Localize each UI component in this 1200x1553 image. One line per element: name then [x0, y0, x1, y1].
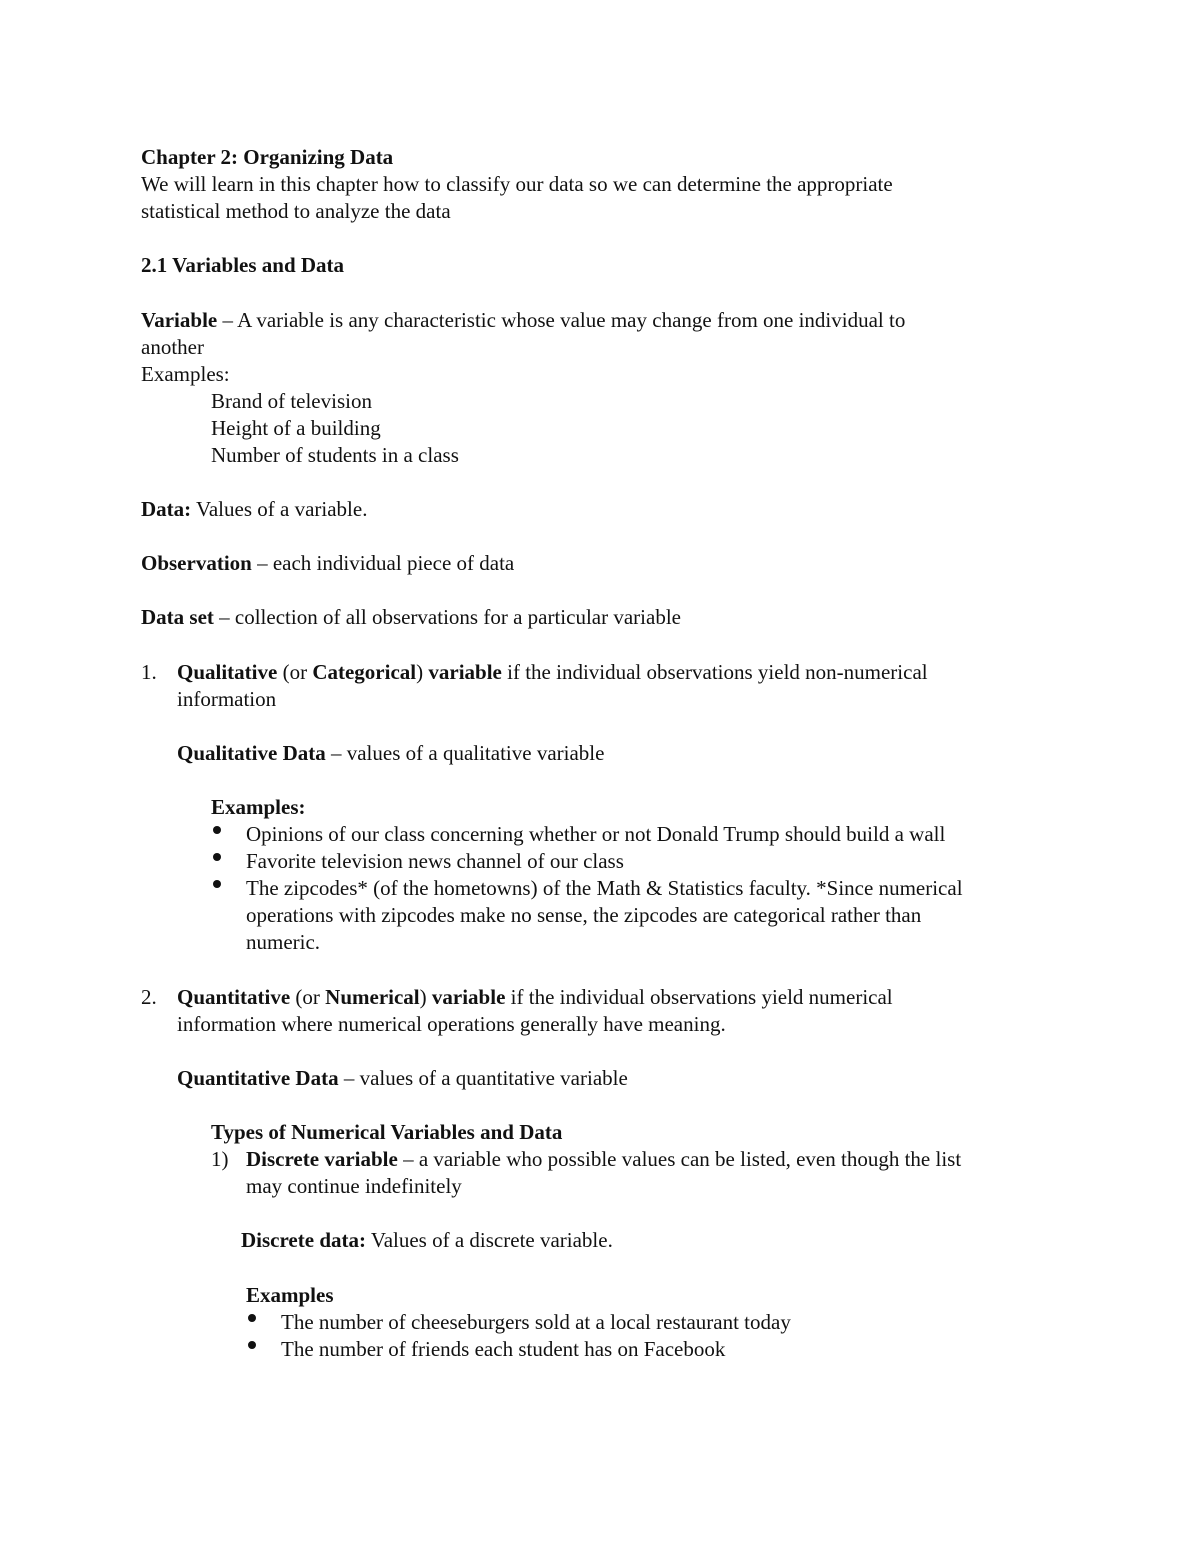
discrete-data-definition: Discrete data: Values of a discrete variable. [241, 1228, 613, 1252]
quantitative-definition: Quantitative (or Numerical) variable if the individual observations yield numerical [177, 985, 893, 1009]
section-heading: 2.1 Variables and Data [141, 253, 345, 277]
types-heading: Types of Numerical Variables and Data [211, 1120, 563, 1144]
qualitative-definition-cont: information [177, 687, 277, 711]
data-definition: Data: Values of a variable. [141, 497, 368, 521]
qualitative-data-definition: Qualitative Data – values of a qualitative variable [177, 741, 605, 765]
quantitative-definition-cont: information where numerical operations generally have meaning. [177, 1012, 726, 1036]
variable-example-item: Brand of television [211, 389, 372, 413]
chapter-title: Chapter 2: Organizing Data [141, 145, 394, 169]
discrete-example-item: The number of cheeseburgers sold at a local restaurant today [281, 1310, 791, 1334]
list-number: 1. [141, 660, 157, 684]
dataset-definition: Data set – collection of all observations for a particular variable [141, 605, 681, 629]
discrete-examples-label: Examples [246, 1283, 334, 1307]
discrete-example-item: The number of friends each student has on Facebook [281, 1337, 726, 1361]
intro-line-2: statistical method to analyze the data [141, 199, 451, 223]
qualitative-definition: Qualitative (or Categorical) variable if the individual observations yield non-numerical [177, 660, 928, 684]
quantitative-data-definition: Quantitative Data – values of a quantitative variable [177, 1066, 628, 1090]
observation-definition: Observation – each individual piece of data [141, 551, 515, 575]
bullet-icon [248, 1341, 256, 1349]
intro-line-1: We will learn in this chapter how to classify our data so we can determine the appropriate [141, 172, 893, 196]
qualitative-example-item: Favorite television news channel of our class [246, 849, 624, 873]
variable-definition-cont: another [141, 335, 204, 359]
variable-definition: Variable – A variable is any characteristic whose value may change from one individual to [141, 308, 906, 332]
bullet-icon [248, 1314, 256, 1322]
discrete-variable-definition-cont: may continue indefinitely [246, 1174, 462, 1198]
bullet-icon [213, 853, 221, 861]
list-number: 1) [211, 1147, 229, 1171]
discrete-variable-definition: Discrete variable – a variable who possible values can be listed, even though the list [246, 1147, 962, 1171]
qualitative-examples-label: Examples: [211, 795, 306, 819]
qualitative-example-item: Opinions of our class concerning whether or not Donald Trump should build a wall [246, 822, 946, 846]
variable-examples-label: Examples: [141, 362, 230, 386]
variable-term: Variable [141, 308, 218, 332]
qualitative-example-item-cont: numeric. [246, 930, 321, 954]
variable-example-item: Number of students in a class [211, 443, 459, 467]
bullet-icon [213, 826, 221, 834]
list-number: 2. [141, 985, 157, 1009]
qualitative-example-item-cont: operations with zipcodes make no sense, the zipcodes are categorical rather than [246, 903, 922, 927]
variable-example-item: Height of a building [211, 416, 381, 440]
bullet-icon [213, 880, 221, 888]
qualitative-example-item: The zipcodes* (of the hometowns) of the Math & Statistics faculty. *Since numerical [246, 876, 963, 900]
